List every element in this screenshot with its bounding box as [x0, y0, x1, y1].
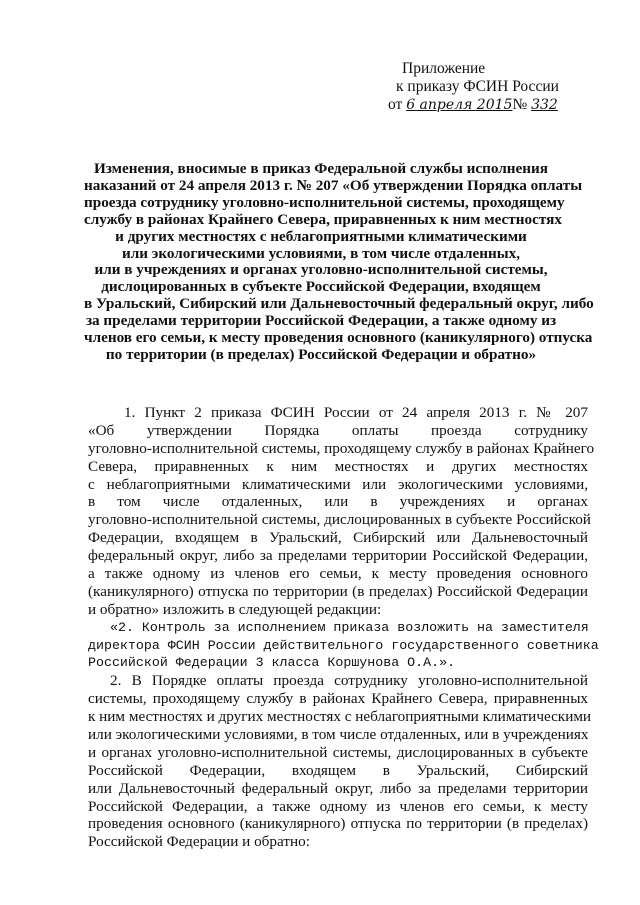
- paragraph-2-line: Российской Федерации, входящем в Уральский, Сибирский: [88, 761, 588, 779]
- paragraph-2-line: и органах уголовно-исполнительной системы, дислоцированных в субъекте: [88, 743, 588, 761]
- paragraph-1-line: с неблагоприятными климатическими или экологическими условиями,: [88, 475, 588, 493]
- quoted-clause-line: директора ФСИН России действительного государственного советника: [88, 637, 599, 653]
- handwritten-number: 332: [531, 97, 558, 113]
- date-prefix: от: [388, 96, 403, 113]
- paragraph-1-line: «Об утверждении Порядка оплаты проезда сотруднику: [88, 421, 588, 439]
- paragraph-1-line: Федерации, входящем в Уральский, Сибирский или Дальневосточный: [88, 529, 588, 547]
- paragraph-1-line: уголовно-исполнительной системы, дислоцированных в субъекте Российской: [88, 511, 591, 529]
- document-body: [88, 404, 599, 851]
- title-line: и других местностях с неблагоприятными климатическими: [115, 227, 527, 245]
- paragraph-1-line: в том числе отдаленных, или в учреждениях и органах: [88, 493, 588, 511]
- title-line: за пределами территории Российской Федерации, а также одному из: [85, 312, 557, 330]
- title-line: службу в районах Крайнего Севера, приравненных к ним местностях: [84, 210, 562, 228]
- document-title: [84, 160, 594, 364]
- paragraph-2-line: проведения основного (каникулярного) отпуска по территории (в пределах): [88, 815, 588, 833]
- appendix-label: Приложение: [402, 60, 486, 77]
- paragraph-1-line: и обратно» изложить в следующей редакции:: [88, 600, 382, 618]
- paragraph-2-line: или экологическими условиями, в том числе отдаленных, или в учреждениях: [88, 726, 589, 744]
- title-line: по территории (в пределах) Российской Федерации и обратно»: [105, 345, 537, 363]
- paragraph-2-line: системы, проходящему службу в районах Крайнего Севера, приравненных: [88, 690, 588, 708]
- title-line: или экологическими условиями, в том числе отдаленных,: [121, 244, 521, 262]
- title-line: или в учреждениях и органах уголовно-исполнительной системы,: [94, 261, 548, 279]
- paragraph-1-line: 1. Пункт 2 приказа ФСИН России от 24 апреля 2013 г. № 207: [124, 404, 588, 421]
- title-line: Изменения, вносимые в приказ Федеральной службы исполнения: [93, 160, 549, 177]
- paragraph-2-line: к ним местностях и других местностях с неблагоприятными климатическими: [88, 708, 592, 726]
- paragraph-2-line: Российской Федерации и обратно:: [88, 833, 310, 851]
- title-line: проезда сотруднику уголовно-исполнительной системы, проходящему: [84, 193, 565, 211]
- title-line: наказаний от 24 апреля 2013 г. № 207 «Об утверждении Порядка оплаты: [84, 176, 583, 194]
- paragraph-1-line: (каникулярного) отпуска по территории (в пределах) Российской Федерации: [88, 582, 588, 600]
- appendix-header: [388, 60, 588, 114]
- paragraph-2-line: 2. В Порядке оплаты проезда сотруднику уголовно-исполнительной: [110, 672, 588, 690]
- appendix-date-line: [388, 96, 588, 114]
- title-line: членов его семьи, к месту проведения основного (каникулярного) отпуска: [84, 329, 593, 347]
- title-line: в Уральский, Сибирский или Дальневосточный федеральный округ, либо: [84, 295, 594, 313]
- handwritten-date: 6 апреля 2015: [406, 97, 513, 113]
- quoted-clause-line: «2. Контроль за исполнением приказа возложить на заместителя: [110, 619, 589, 635]
- number-prefix: №: [512, 96, 528, 113]
- paragraph-1-line: уголовно-исполнительной системы, проходящему службу в районах Крайнего: [88, 439, 595, 457]
- paragraph-2-line: или Дальневосточный федеральный округ, либо за пределами территории: [88, 779, 588, 797]
- quoted-clause-line: Российской Федерации 3 класса Коршунова О.А.».: [88, 655, 456, 671]
- paragraph-1-line: федеральный округ, либо за пределами территории Российской Федерации,: [88, 547, 588, 565]
- title-line: дислоцированных в субъекте Российской Федерации, входящем: [101, 278, 541, 296]
- appendix-order-ref: к приказу ФСИН России: [396, 78, 559, 95]
- paragraph-1-line: а также одному из членов его семьи, к месту проведения основного: [88, 565, 588, 583]
- paragraph-2-line: Российской Федерации, а также одному из членов его семьи, к месту: [88, 797, 588, 815]
- paragraph-1-line: Севера, приравненных к ним местностях и других местностях: [88, 457, 588, 475]
